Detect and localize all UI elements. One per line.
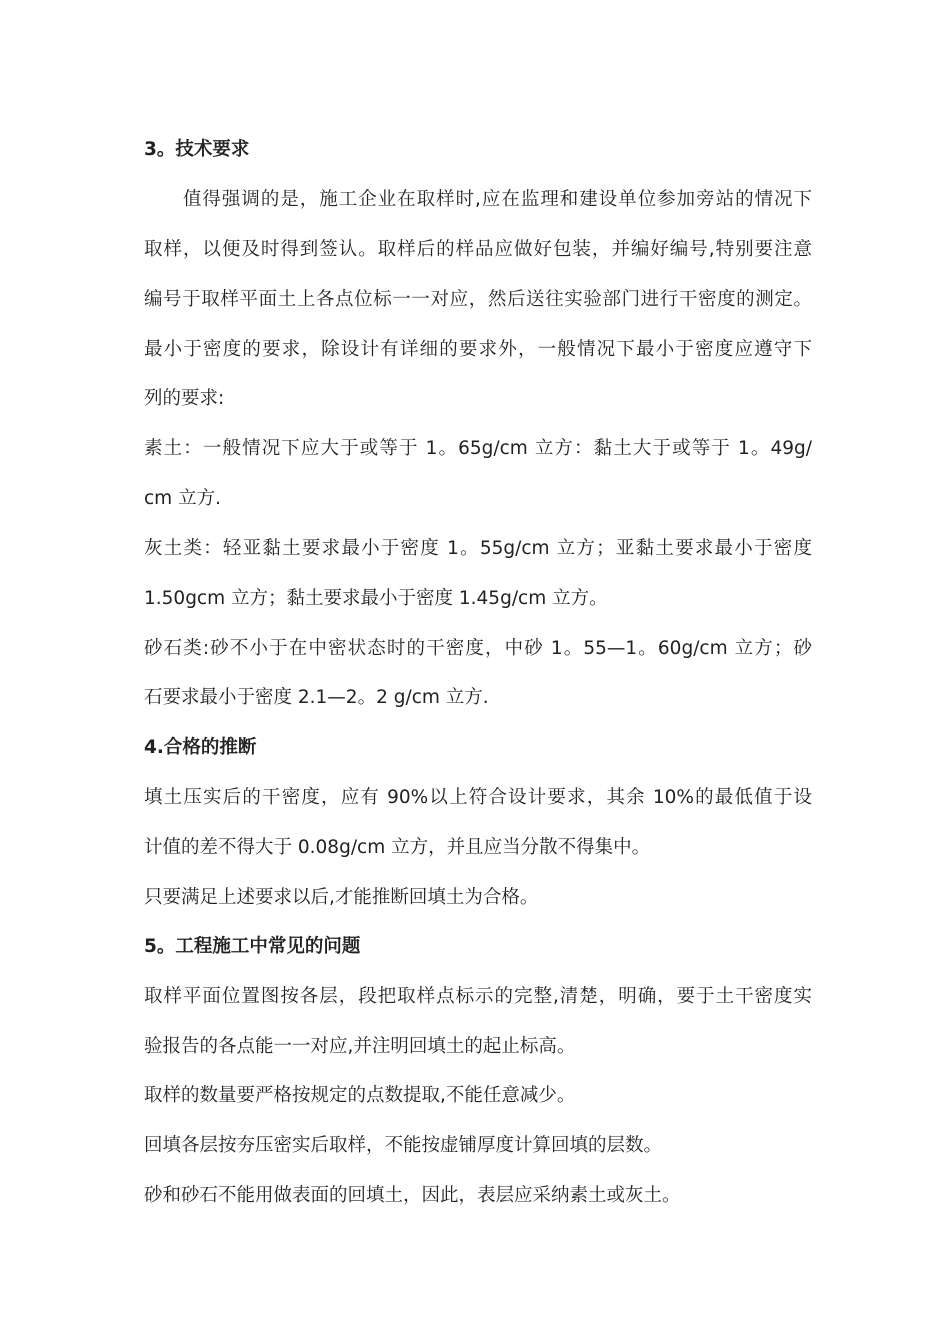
paragraph-line: 取样，以便及时得到签认。取样后的样品应做好包装，并编好编号,特别要注意	[144, 239, 812, 260]
paragraph-line: 1.50gcm 立方；黏土要求最小于密度 1.45g/cm 立方。	[144, 588, 608, 609]
paragraph-line: 石要求最小于密度 2.1—2。2 g/cm 立方.	[144, 687, 489, 708]
paragraph-line: 砂和砂石不能用做表面的回填土，因此，表层应采纳素土或灰土。	[144, 1185, 681, 1206]
paragraph-line: 值得强调的是，施工企业在取样时,应在监理和建设单位参加旁站的情况下	[144, 189, 812, 210]
paragraph-line: 取样平面位置图按各层，段把取样点标示的完整,清楚，明确，要于土干密度实	[144, 986, 812, 1007]
paragraph-line: 砂石类:砂不小于在中密状态时的干密度，中砂 1。55—1。60g/cm 立方；砂	[144, 638, 812, 659]
section-4-heading: 4.合格的推断	[144, 737, 257, 758]
section-5-heading: 5。工程施工中常见的问题	[144, 936, 361, 957]
section-3-heading: 3。技术要求	[144, 139, 250, 160]
paragraph-line: 填土压实后的干密度，应有 90%以上符合设计要求，其余 10%的最低值于设	[144, 787, 812, 808]
paragraph-line: 验报告的各点能一一对应,并注明回填土的起止标高。	[144, 1036, 576, 1057]
paragraph-line: 素土：一般情况下应大于或等于 1。65g/cm 立方：黏土大于或等于 1。49g/	[144, 438, 812, 459]
paragraph-line: 回填各层按夯压密实后取样，不能按虚铺厚度计算回填的层数。	[144, 1135, 663, 1156]
paragraph-line: 只要满足上述要求以后,才能推断回填土为合格。	[144, 887, 539, 908]
paragraph-line: 最小于密度的要求，除设计有详细的要求外，一般情况下最小于密度应遵守下	[144, 339, 812, 360]
paragraph-line: 列的要求:	[144, 388, 225, 409]
paragraph-line: 编号于取样平面土上各点位标一一对应，然后送往实验部门进行干密度的测定。	[144, 289, 812, 310]
paragraph-line: 灰土类：轻亚黏土要求最小于密度 1。55g/cm 立方；亚黏土要求最小于密度	[144, 538, 812, 559]
paragraph-line: cm 立方.	[144, 488, 221, 509]
paragraph-line: 取样的数量要严格按规定的点数提取,不能任意减少。	[144, 1085, 576, 1106]
paragraph-line: 计值的差不得大于 0.08g/cm 立方，并且应当分散不得集中。	[144, 837, 651, 858]
